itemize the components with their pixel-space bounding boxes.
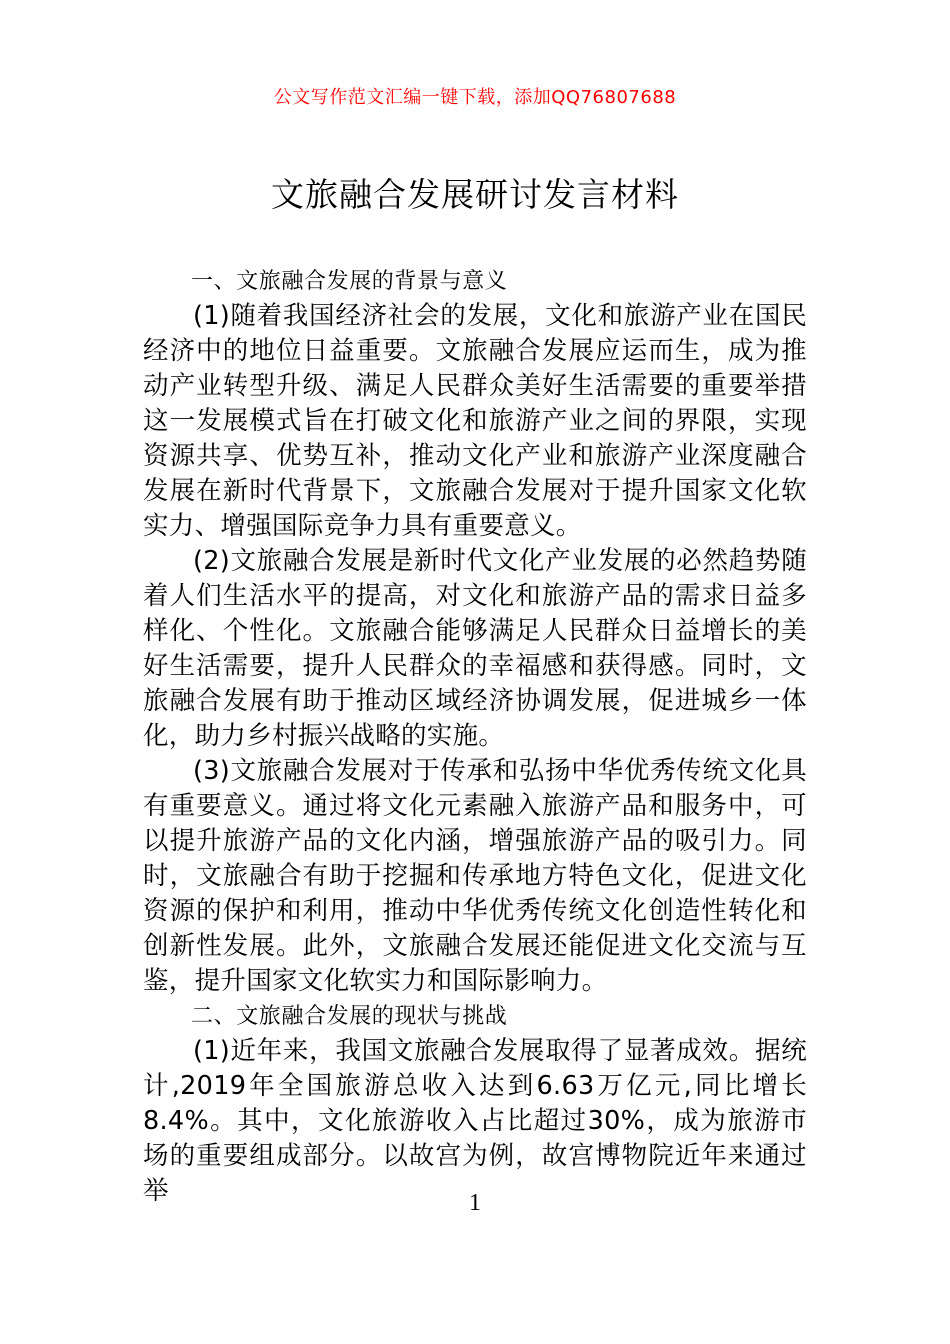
paragraph-1-3: (3)文旅融合发展对于传承和弘扬中华优秀传统文化具有重要意义。通过将文化元素融入旅游产品和服务中，可以提升旅游产品的文化内涵，增强旅游产品的吸引力。同时，文旅融合有助于挖掘和传承地方特色文化，促进文化资源的保护和利用，推动中华优秀传统文化创造性转化和创新性发展。此外，文旅融合发展还能促进文化交流与互鉴，提升国家文化软实力和国际影响力。 xyxy=(143,756,807,996)
watermark-text: 公文写作范文汇编一键下载，添加QQ76807688 xyxy=(273,87,677,108)
section-heading-2: 二、文旅融合发展的现状与挑战 xyxy=(191,1004,508,1029)
paragraph-1-2: (2)文旅融合发展是新时代文化产业发展的必然趋势随着人们生活水平的提高，对文化和旅游产品的需求日益多样化、个性化。文旅融合能够满足人民群众日益增长的美好生活需要，提升人民群众的幸福感和获得感。同时，文旅融合发展有助于推动区域经济协调发展，促进城乡一体化，助力乡村振兴战略的实施。 xyxy=(143,546,807,751)
document-body xyxy=(143,264,807,1209)
document-title: 文旅融合发展研讨发言材料 xyxy=(271,175,679,214)
section-heading-1: 一、文旅融合发展的背景与意义 xyxy=(191,269,508,294)
page-number: 1 xyxy=(469,1190,481,1216)
paragraph-1-1: (1)随着我国经济社会的发展，文化和旅游产业在国民经济中的地位日益重要。文旅融合发展应运而生，成为推动产业转型升级、满足人民群众美好生活需要的重要举措这一发展模式旨在打破文化和旅游产业之间的界限，实现资源共享、优势互补，推动文化产业和旅游产业深度融合发展在新时代背景下，文旅融合发展对于提升国家文化软实力、增强国际竞争力具有重要意义。 xyxy=(143,301,807,541)
paragraph-2-1: (1)近年来，我国文旅融合发展取得了显著成效。据统计,2019年全国旅游总收入达到6.63万亿元,同比增长8.4%。其中，文化旅游收入占比超过30%，成为旅游市场的重要组成部分。以故宫为例，故宫博物院近年来通过举 xyxy=(143,1036,807,1206)
